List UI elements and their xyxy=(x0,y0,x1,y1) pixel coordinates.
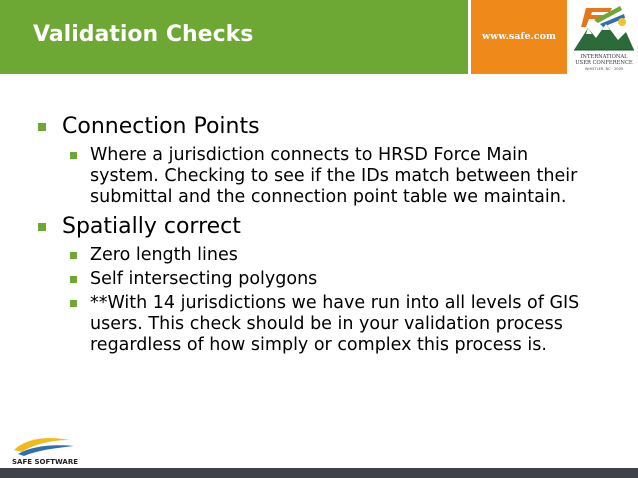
square-bullet-icon xyxy=(70,252,77,259)
bullet-text: Connection Points xyxy=(62,114,260,139)
sub-bullet-text: Zero length lines xyxy=(90,245,238,265)
sub-bullet xyxy=(0,293,638,356)
safe-software-logo xyxy=(8,434,88,466)
svg-text:SAFE SOFTWARE: SAFE SOFTWARE xyxy=(12,458,79,466)
sub-bullet-text: Where a jurisdiction connects to HRSD Force Main system. Checking to see if the IDs match between their submittal and the connection point table we maintain. xyxy=(90,145,578,207)
conference-logo-icon xyxy=(570,0,638,74)
square-bullet-icon xyxy=(38,223,46,231)
sub-bullet-text: **With 14 jurisdictions we have run into all levels of GIS users. This check should be in your validation process regardless of how simply or complex this process is. xyxy=(90,293,580,355)
sub-bullet-text: Self intersecting polygons xyxy=(90,269,318,289)
bullet-connection-points xyxy=(0,112,638,142)
sub-bullet xyxy=(0,245,638,266)
slide-content xyxy=(0,112,638,356)
bullet-text: Spatially correct xyxy=(62,214,241,239)
svg-text:INTERNATIONAL: INTERNATIONAL xyxy=(580,54,628,60)
square-bullet-icon xyxy=(38,123,46,131)
slide-title: Validation Checks xyxy=(33,22,254,47)
conference-logo xyxy=(570,0,638,74)
sub-bullet xyxy=(0,269,638,290)
slide-header xyxy=(0,0,638,74)
sub-bullet xyxy=(0,145,638,208)
square-bullet-icon xyxy=(70,152,77,159)
title-bar xyxy=(0,0,468,74)
bullet-spatially-correct xyxy=(0,212,638,242)
svg-text:USER CONFERENCE: USER CONFERENCE xyxy=(575,60,633,66)
square-bullet-icon xyxy=(70,276,77,283)
bottom-bar xyxy=(0,468,638,478)
square-bullet-icon xyxy=(70,300,77,307)
website-url[interactable]: www.safe.com xyxy=(481,31,556,42)
url-bar xyxy=(471,0,567,74)
svg-text:WHISTLER, BC · 2009: WHISTLER, BC · 2009 xyxy=(584,67,624,71)
